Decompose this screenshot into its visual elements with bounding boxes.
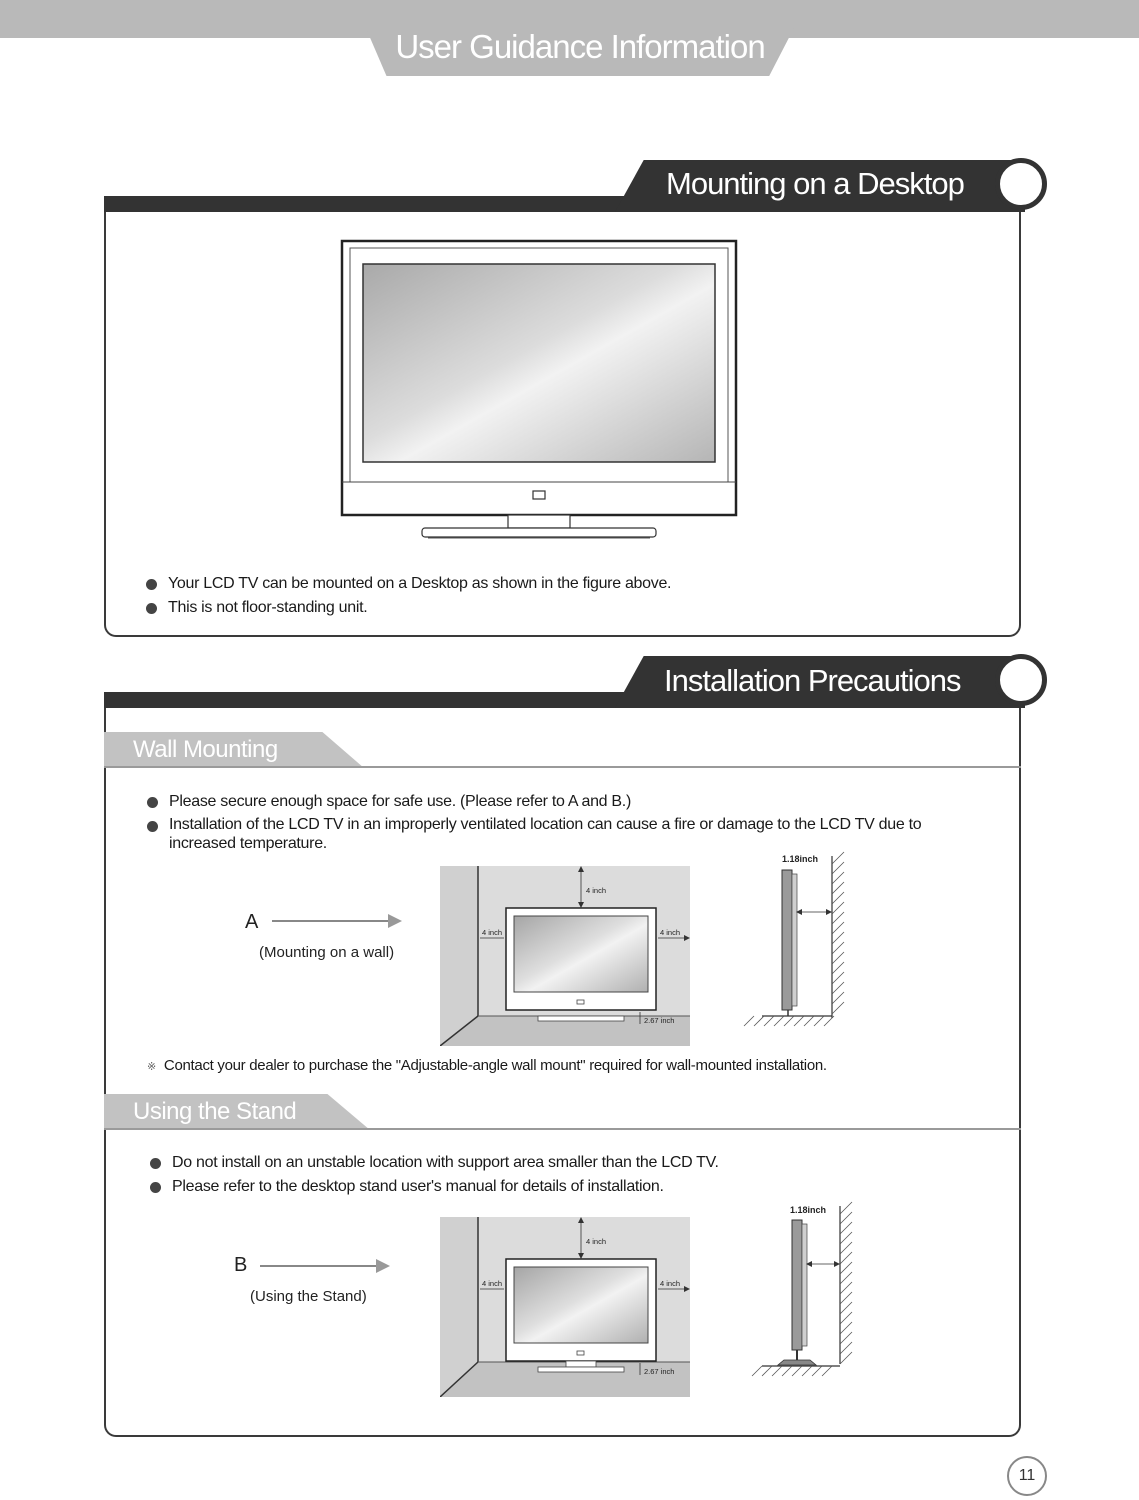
stand-figure [440,1217,692,1397]
stand-label-caption: (Using the Stand) [250,1288,367,1305]
wall-label-caption: (Mounting on a wall) [259,944,395,961]
wall-dim-side: 1.18inch [782,854,819,864]
stand-dim-right: 4 inch [660,1279,681,1288]
page-number: 11 [1007,1456,1047,1496]
stand-arrow-icon [258,1257,392,1275]
wall-mount-note [147,1057,827,1074]
wall-bullet-list [147,791,967,856]
desktop-section-circle [995,158,1047,210]
stand-label-letter: B [234,1254,248,1276]
using-stand-title: Using the Stand [133,1098,297,1125]
wall-bullet-1: Please secure enough space for safe use. (Please refer to A and B.) [147,791,967,812]
stand-bullet-2: Please refer to the desktop stand user's manual for details of installation. [150,1176,970,1197]
page-header-title: User Guidance Information [395,28,765,65]
wall-arrow-icon [270,912,404,930]
wall-dim-right: 4 inch [660,928,681,937]
desktop-bullet-1: Your LCD TV can be mounted on a Desktop as shown in the figure above. [146,573,966,594]
precautions-section-title: Installation Precautions [664,663,961,698]
wall-bullet-2: Installation of the LCD TV in an improperly ventilated location can cause a fire or damage to the LCD TV due to increased temperature. [147,815,967,853]
stand-dim-bottom: 2.67 inch [644,1367,675,1376]
wall-dim-left: 4 inch [482,928,503,937]
stand-bullet-list [150,1152,970,1200]
desktop-bullet-2: This is not floor-standing unit. [146,597,966,618]
desktop-bullet-list [146,573,966,621]
wall-dim-top: 4 inch [586,886,607,895]
wall-side-view-figure [740,850,852,1030]
wall-mounting-title: Wall Mounting [133,736,278,763]
desktop-section-title: Mounting on a Desktop [666,166,964,201]
desktop-tv-figure [338,238,740,544]
wall-mount-note-text: Contact your dealer to purchase the "Adjustable-angle wall mount" required for wall-mounted installation. [163,1057,827,1074]
wall-mount-figure [440,866,692,1046]
wall-mounting-divider [104,766,1021,768]
using-stand-divider [104,1128,1021,1130]
stand-bullet-1: Do not install on an unstable location with support area smaller than the LCD TV. [150,1152,970,1173]
stand-dim-top: 4 inch [586,1237,607,1246]
wall-dim-bottom: 2.67 inch [644,1016,675,1025]
wall-label-letter: A [245,911,259,933]
precautions-section-circle [995,654,1047,706]
note-mark: ※ [147,1061,156,1073]
stand-side-view-figure [748,1200,860,1380]
stand-dim-side: 1.18inch [790,1205,827,1215]
stand-dim-left: 4 inch [482,1279,503,1288]
